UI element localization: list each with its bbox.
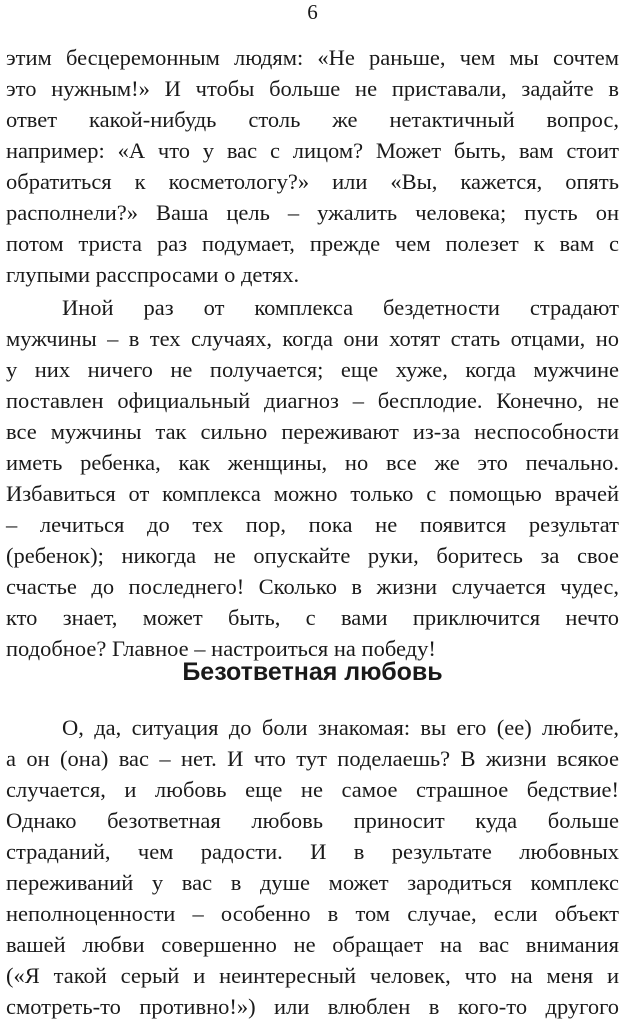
text-line: обратиться к косметологу?» или «Вы, кажется, опять <box>6 169 619 194</box>
text-line: Однако безответная любовь приносит куда больше <box>6 808 619 833</box>
text-line: случается, и любовь еще не самое страшное бедствие! <box>6 777 619 802</box>
text-line: вашей любви совершенно не обращает на вас внимания <box>6 932 619 957</box>
text-line: («Я такой серый и неинтересный человек, что на меня и <box>6 963 619 988</box>
paragraph-unrequited-love <box>6 712 619 1022</box>
text-line: кто знает, может быть, с вами приключится нечто <box>6 605 619 630</box>
text-line: а он (она) вас – нет. И что тут поделаешь? В жизни всякое <box>6 746 619 771</box>
text-line: О, да, ситуация до боли знакомая: вы его (ее) любите, <box>62 715 619 740</box>
text-line: располнели?» Ваша цель – ужалить человека; пусть он <box>6 200 619 225</box>
text-line: например: «А что у вас с лицом? Может быть, вам стоит <box>6 138 619 163</box>
paragraph-continuation <box>6 42 619 290</box>
text-line: Избавиться от комплекса можно только с помощью врачей <box>6 481 619 506</box>
section-heading: Безответная любовь <box>182 658 443 686</box>
text-line: – лечиться до тех пор, пока не появится результат <box>6 512 619 537</box>
text-line: подобное? Главное – настроиться на победу! <box>6 636 436 661</box>
text-line: у них ничего не получается; еще хуже, когда мужчине <box>6 357 619 382</box>
text-line: счастье до последнего! Сколько в жизни случается чудес, <box>6 574 619 599</box>
text-line: (ребенок); никогда не опускайте руки, боритесь за свое <box>6 543 619 568</box>
text-line: этим бесцеремонным людям: «Не раньше, чем мы сочтем <box>6 45 619 70</box>
page-number: 6 <box>307 0 318 24</box>
text-line: иметь ребенка, как женщины, но все же это печально. <box>6 450 619 475</box>
text-line: смотреть-то противно!») или влюблен в кого-то другого <box>6 994 619 1019</box>
text-line: Иной раз от комплекса бездетности страдают <box>62 295 619 320</box>
text-line: это нужным!» И чтобы больше не приставали, задайте в <box>6 76 619 101</box>
text-line: страданий, чем радости. И в результате любовных <box>6 839 619 864</box>
text-line: ответ какой-нибудь столь же нетактичный вопрос, <box>6 107 619 132</box>
text-line: поставлен официальный диагноз – бесплодие. Конечно, не <box>6 388 619 413</box>
text-line: глупыми расспросами о детях. <box>6 262 300 287</box>
text-line: потом триста раз подумает, прежде чем полезет к вам с <box>6 231 619 256</box>
text-line: переживаний у вас в душе может зародиться комплекс <box>6 870 619 895</box>
text-line: неполноценности – особенно в том случае, если объект <box>6 901 619 926</box>
text-line: все мужчины так сильно переживают из-за неспособности <box>6 419 619 444</box>
text-line: мужчины – в тех случаях, когда они хотят стать отцами, но <box>6 326 619 351</box>
paragraph-childlessness-men <box>6 292 619 664</box>
